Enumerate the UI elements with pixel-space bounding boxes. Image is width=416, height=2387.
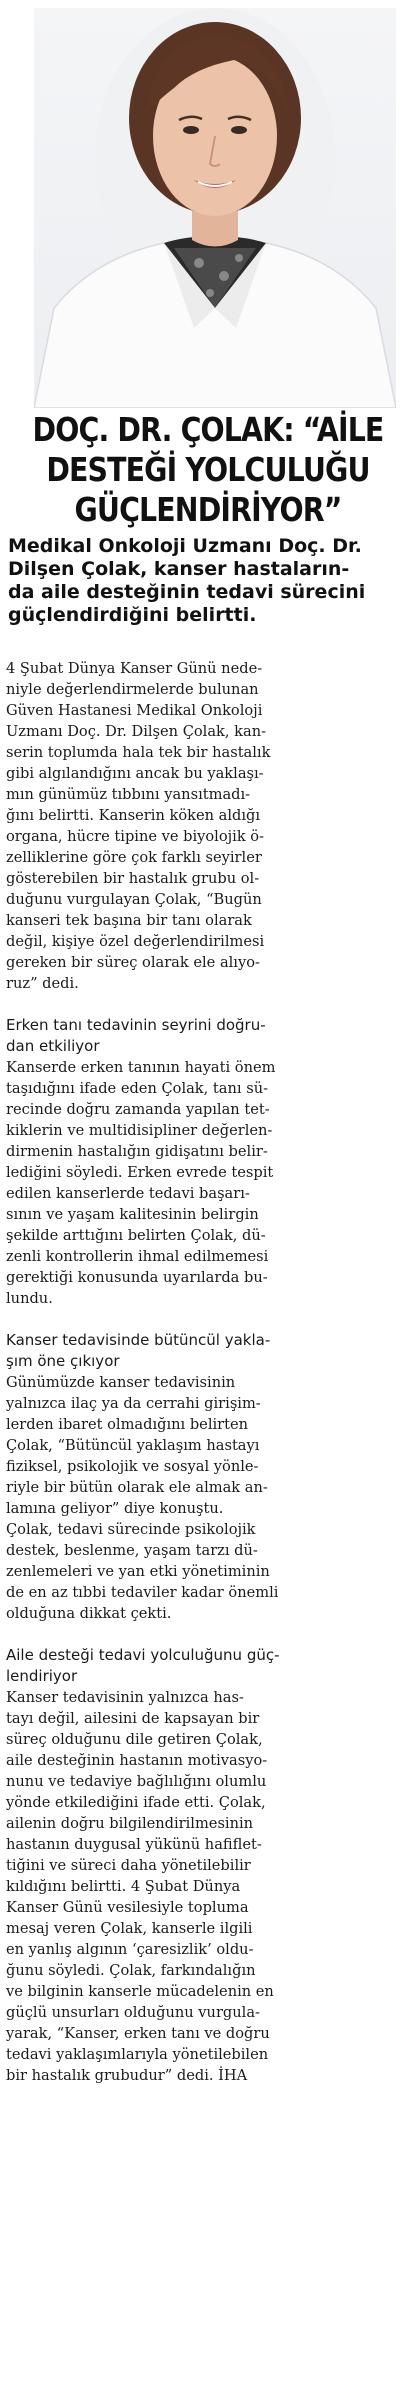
lede-line: Medikal Onkoloji Uzmanı Doç. Dr. — [8, 535, 362, 557]
body-line: lundu. — [6, 1290, 53, 1307]
body-line: şekilde arttığını belirten Çolak, dü- — [6, 1227, 266, 1244]
body-line: olduğuna dikkat çekti. — [6, 1605, 172, 1622]
body-line: mesaj veren Çolak, kanserle ilgili — [6, 1920, 253, 1937]
headline-line: GÜÇLENDİRİYOR” — [74, 490, 342, 529]
body-line: lediğini söyledi. Erken evrede tespit — [6, 1164, 274, 1181]
body-line: yalnızca ilaç ya da cerrahi girişim- — [6, 1395, 261, 1412]
body-line: nunu ve tedaviye bağlılığını olumlu — [6, 1773, 267, 1790]
body-line: duğunu vurgulayan Çolak, “Bugün — [6, 891, 262, 908]
body-line: mın günümüz tıbbını yansıtmadı- — [6, 786, 251, 803]
lede-line: güçlendirdiğini belirtti. — [8, 604, 257, 626]
body-line: gibi algılandığını ancak bu yaklaşı- — [6, 765, 264, 782]
article-body — [6, 658, 410, 2086]
subheading-line: şım öne çıkıyor — [6, 1352, 120, 1370]
subheading-line: dan etkiliyor — [6, 1037, 100, 1055]
body-line: Güven Hastanesi Medikal Onkoloji — [6, 702, 263, 719]
body-line: gereken bir süreç olarak ele alıyo- — [6, 954, 260, 971]
body-line: organa, hücre tipine ve biyolojik ö- — [6, 828, 265, 845]
body-line: zelliklerine göre çok farklı seyirler — [6, 849, 262, 866]
body-line: tiğini ve süreci daha yönetilebilir — [6, 1857, 251, 1874]
headline-line: DESTEĞİ YOLCULUĞU — [46, 450, 370, 489]
lede-line: da aile desteğinin tedavi sürecini — [8, 581, 366, 603]
body-line: ve bilginin kanserle mücadelenin en — [6, 1983, 274, 2000]
body-line: değil, kişiye özel değerlendirilmesi — [6, 933, 265, 950]
body-line: dirmenin hastalığın gidişatını belir- — [6, 1143, 268, 1160]
body-line: gerektiği konusunda uyarılarda bu- — [6, 1269, 268, 1286]
body-line: kanseri tek başına bir tanı olarak — [6, 912, 252, 929]
headline — [29, 410, 387, 530]
body-line: tayı değil, ailesini de kapsayan bir — [6, 1710, 260, 1727]
body-line: 4 Şubat Dünya Kanser Günü nede- — [6, 660, 263, 677]
body-line: gösterebilen bir hastalık grubu ol- — [6, 870, 260, 887]
body-line: Çolak, “Bütüncül yaklaşım hastayı — [6, 1437, 260, 1454]
subheading-line: Kanser tedavisinde bütüncül yakla- — [6, 1331, 271, 1349]
body-line: en yanlış algının ‘çaresizlik’ oldu- — [6, 1941, 254, 1958]
body-line: edilen kanserlerde tedavi başarı- — [6, 1185, 250, 1202]
body-line: ailenin doğru bilgilendirilmesinin — [6, 1815, 254, 1832]
body-line: yönde etkilediğini ifade etti. Çolak, — [6, 1794, 266, 1811]
subheading-line: Erken tanı tedavinin seyrini doğru- — [6, 1016, 266, 1034]
body-line: hastanın duygusal yükünü hafiflet- — [6, 1836, 262, 1853]
body-line: güçlü unsurları olduğunu vurgula- — [6, 2004, 260, 2021]
lede-paragraph — [8, 535, 408, 627]
body-line: lamına geliyor” diye konuştu. — [6, 1500, 224, 1517]
subheading-line: lendiriyor — [6, 1667, 78, 1685]
paragraph-gap — [6, 1309, 410, 1330]
body-line: kıldığını belirtti. 4 Şubat Dünya — [6, 1878, 241, 1895]
body-line: Kanser tedavisinin yalnızca has- — [6, 1689, 244, 1706]
body-line: Kanserde erken tanının hayati önem — [6, 1059, 276, 1076]
doctor-portrait-photo — [34, 8, 396, 408]
body-line: recinde doğru zamanda yapılan tet- — [6, 1101, 270, 1118]
body-line: Uzmanı Doç. Dr. Dilşen Çolak, kan- — [6, 723, 267, 740]
body-line: tedavi yaklaşımlarıyla yönetilebilen — [6, 2046, 269, 2063]
body-line: niyle değerlendirmelerde bulunan — [6, 681, 259, 698]
body-line: zenlemeleri ve yan etki yönetiminin — [6, 1563, 270, 1580]
paragraph-gap — [6, 994, 410, 1015]
lede-line: Dilşen Çolak, kanser hastaların- — [8, 558, 350, 580]
body-line: Günümüzde kanser tedavisinin — [6, 1374, 236, 1391]
body-line: zenli kontrollerin ihmal edilmemesi — [6, 1248, 269, 1265]
body-line: ruz” dedi. — [6, 975, 79, 992]
body-line: de en az tıbbi tedaviler kadar önemli — [6, 1584, 279, 1601]
body-line: süreç olduğunu dile getiren Çolak, — [6, 1731, 263, 1748]
subheading-line: Aile desteği tedavi yolculuğunu güç- — [6, 1646, 280, 1664]
body-line: sının ve yaşam kalitesinin belirgin — [6, 1206, 259, 1223]
body-line: ğunu söyledi. Çolak, farkındalığın — [6, 1962, 256, 1979]
body-line: bir hastalık grubudur” dedi. İHA — [6, 2067, 248, 2084]
body-line: Kanser Günü vesilesiyle topluma — [6, 1899, 249, 1916]
body-line: aile desteğinin hastanın motivasyo- — [6, 1752, 268, 1769]
body-line: lerden ibaret olmadığını belirten — [6, 1416, 249, 1433]
body-line: kiklerin ve multidisipliner değerlen- — [6, 1122, 273, 1139]
body-line: riyle bir bütün olarak ele almak an- — [6, 1479, 268, 1496]
headline-line: DOÇ. DR. ÇOLAK: “AİLE — [32, 410, 384, 449]
body-line: fiziksel, psikolojik ve sosyal yönle- — [6, 1458, 259, 1475]
body-line: Çolak, tedavi sürecinde psikolojik — [6, 1521, 256, 1538]
body-line: ğını belirtti. Kanserin köken aldığı — [6, 807, 261, 824]
body-line: taşıdığını ifade eden Çolak, tanı sü- — [6, 1080, 269, 1097]
body-line: destek, beslenme, yaşam tarzı dü- — [6, 1542, 258, 1559]
body-line: serin toplumda hala tek bir hastalık — [6, 744, 271, 761]
body-line: yarak, “Kanser, erken tanı ve doğru — [6, 2025, 270, 2042]
paragraph-gap — [6, 1624, 410, 1645]
